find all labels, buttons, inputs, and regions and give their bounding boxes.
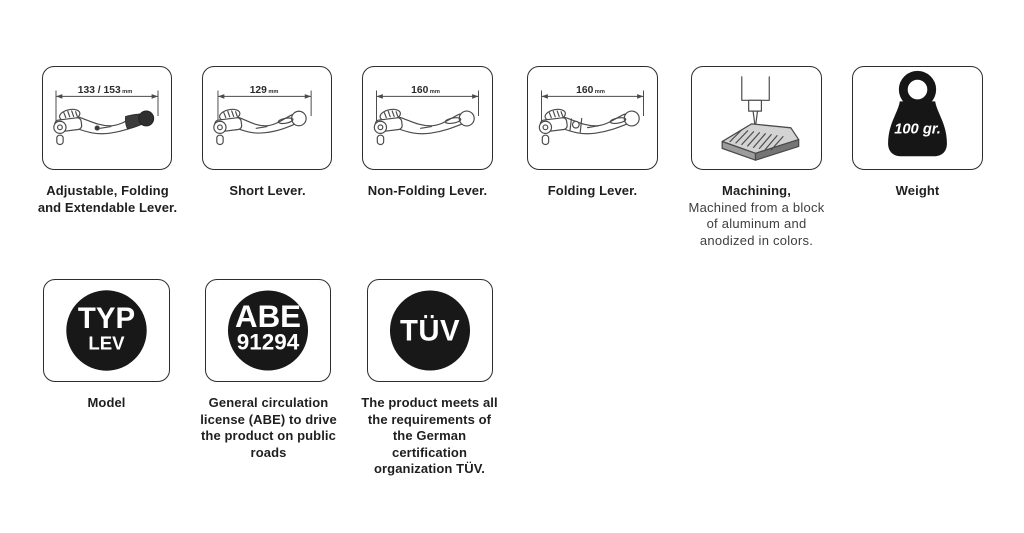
card-typ-lev <box>43 279 170 382</box>
dimension-label: 160mm <box>576 84 605 96</box>
badge-line1: ABE <box>235 299 301 335</box>
badge-line2: 91294 <box>236 329 300 355</box>
caption-adjustable-lever: Adjustable, Folding and Extendable Lever. <box>37 183 178 215</box>
badge-line2: LEV <box>88 332 125 354</box>
card-machining <box>691 66 822 170</box>
card-tuv <box>367 279 493 382</box>
card-short-lever <box>202 66 332 170</box>
machining-icon <box>692 67 821 169</box>
caption-model: Model <box>87 395 126 410</box>
card-folding-lever <box>527 66 658 170</box>
weight-value-label: 100 gr. <box>894 121 941 138</box>
adjustable-lever-icon <box>43 67 171 169</box>
caption-weight: Weight <box>895 183 940 198</box>
dimension-label: 129mm <box>249 84 279 96</box>
folding-lever-icon <box>528 67 657 169</box>
caption-non-folding-lever: Non-Folding Lever. <box>367 183 488 198</box>
non-folding-lever-icon <box>363 67 492 169</box>
abe-badge <box>206 280 330 381</box>
typ-lev-badge <box>44 280 169 381</box>
badge-line1: TYP <box>77 302 136 336</box>
card-weight <box>852 66 983 170</box>
card-abe <box>205 279 331 382</box>
badge-line1: TÜV <box>399 314 461 348</box>
tuv-badge <box>368 280 492 381</box>
card-adjustable-lever <box>42 66 172 170</box>
dimension-label: 160mm <box>411 84 440 96</box>
short-lever-icon <box>203 67 331 169</box>
caption-short-lever: Short Lever. <box>229 183 306 198</box>
caption-tuv: The product meets all the requirements of the German certification organization TÜV. <box>361 395 498 476</box>
weight-icon <box>853 67 982 169</box>
caption-folding-lever: Folding Lever. <box>547 183 638 198</box>
caption-machining: Machining, Machined from a block of aluminum and anodized in colors. <box>688 183 825 248</box>
dimension-label: 133 / 153mm <box>77 84 133 96</box>
card-non-folding-lever <box>362 66 493 170</box>
caption-abe: General circulation license (ABE) to drive the product on public roads <box>200 395 337 460</box>
